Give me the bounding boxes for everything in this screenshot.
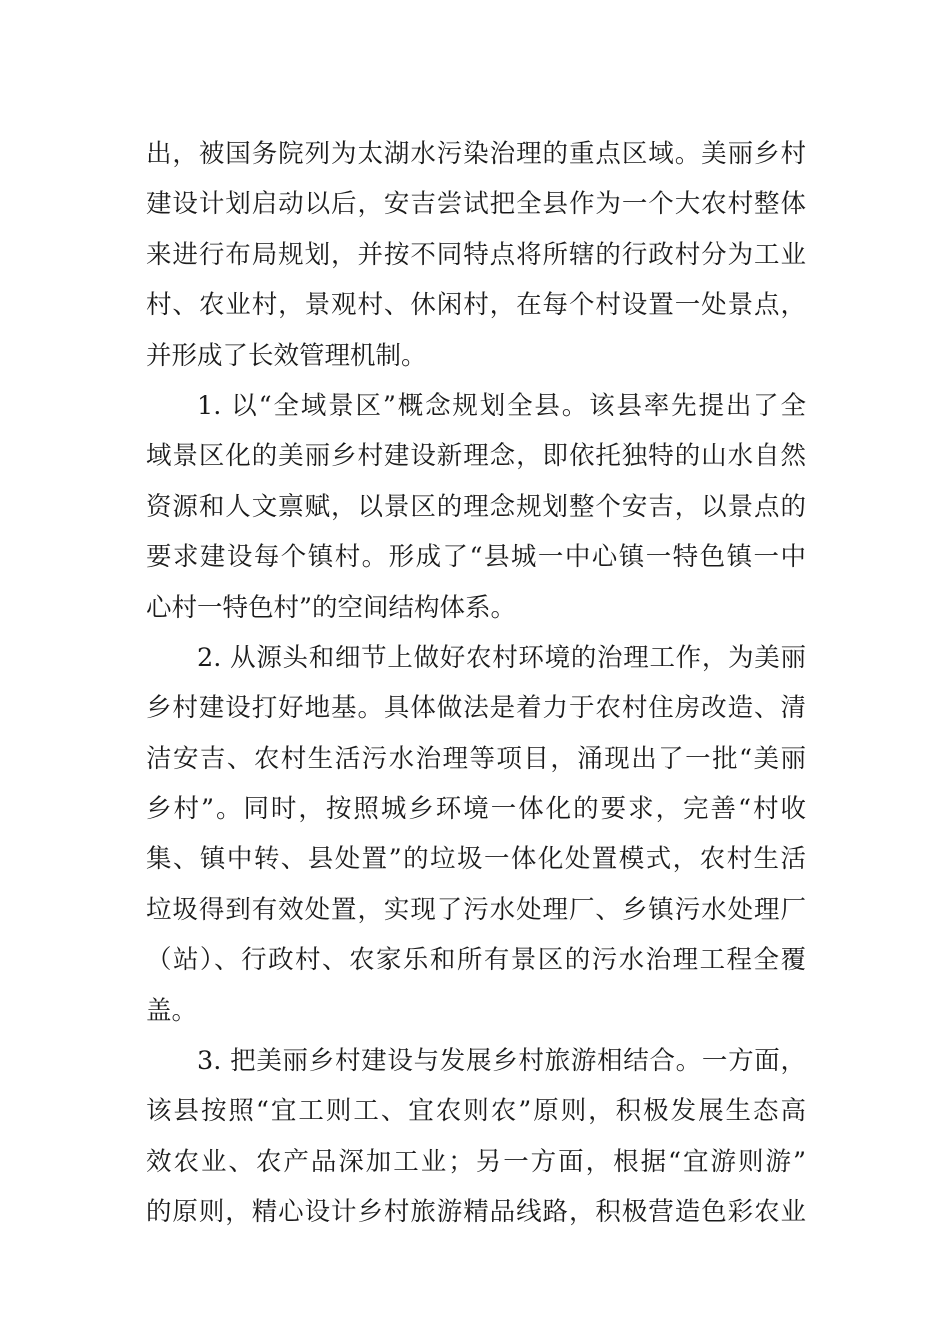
text-line: （站）、行政村、农家乐和所有景区的污水治理工程全覆: [146, 945, 806, 976]
text-line: 出，被国务院列为太湖水污染治理的重点区域。美丽乡村: [146, 139, 806, 169]
text-line: 建设计划启动以后，安吉尝试把全县作为一个大农村整体: [146, 189, 806, 220]
text-line: 的原则，精心设计乡村旅游精品线路，积极营造色彩农业: [146, 1197, 806, 1228]
text-line: 要求建设每个镇村。形成了“县城一中心镇一特色镇一中: [146, 542, 806, 573]
text-line: 该县按照“宜工则工、宜农则农”原则，积极发展生态高: [146, 1096, 806, 1127]
text-line: 并形成了长效管理机制。: [146, 340, 427, 371]
text-line: 洁安吉、农村生活污水治理等项目，涌现出了一批“美丽: [146, 743, 806, 774]
body-text: [146, 129, 806, 1238]
text-line: 效农业、农产品深加工业；另一方面，根据“宜游则游”: [146, 1146, 806, 1177]
paragraph-first-line: 2. 从源头和细节上做好农村环境的治理工作，为美丽: [197, 642, 806, 673]
paragraph-first-line: 3. 把美丽乡村建设与发展乡村旅游相结合。一方面，: [197, 1046, 806, 1077]
text-line: 集、镇中转、县处置”的垃圾一体化处置模式，农村生活: [146, 844, 806, 875]
text-line: 乡村”。同时，按照城乡环境一体化的要求，完善“村收: [146, 794, 806, 825]
text-line: 资源和人文禀赋，以景区的理念规划整个安吉，以景点的: [146, 491, 806, 522]
text-line: 乡村建设打好地基。具体做法是着力于农村住房改造、清: [146, 693, 806, 724]
text-line: 心村一特色村”的空间结构体系。: [146, 592, 517, 623]
text-line: 盖。: [146, 995, 198, 1026]
paragraph-first-line: 1. 以“全域景区”概念规划全县。该县率先提出了全: [197, 390, 806, 421]
text-line: 村、农业村，景观村、休闲村，在每个村设置一处景点，: [146, 290, 806, 321]
text-line: 来进行布局规划，并按不同特点将所辖的行政村分为工业: [146, 239, 806, 270]
text-line: 垃圾得到有效处置，实现了污水处理厂、乡镇污水处理厂: [146, 894, 806, 925]
text-line: 域景区化的美丽乡村建设新理念，即依托独特的山水自然: [146, 441, 806, 472]
